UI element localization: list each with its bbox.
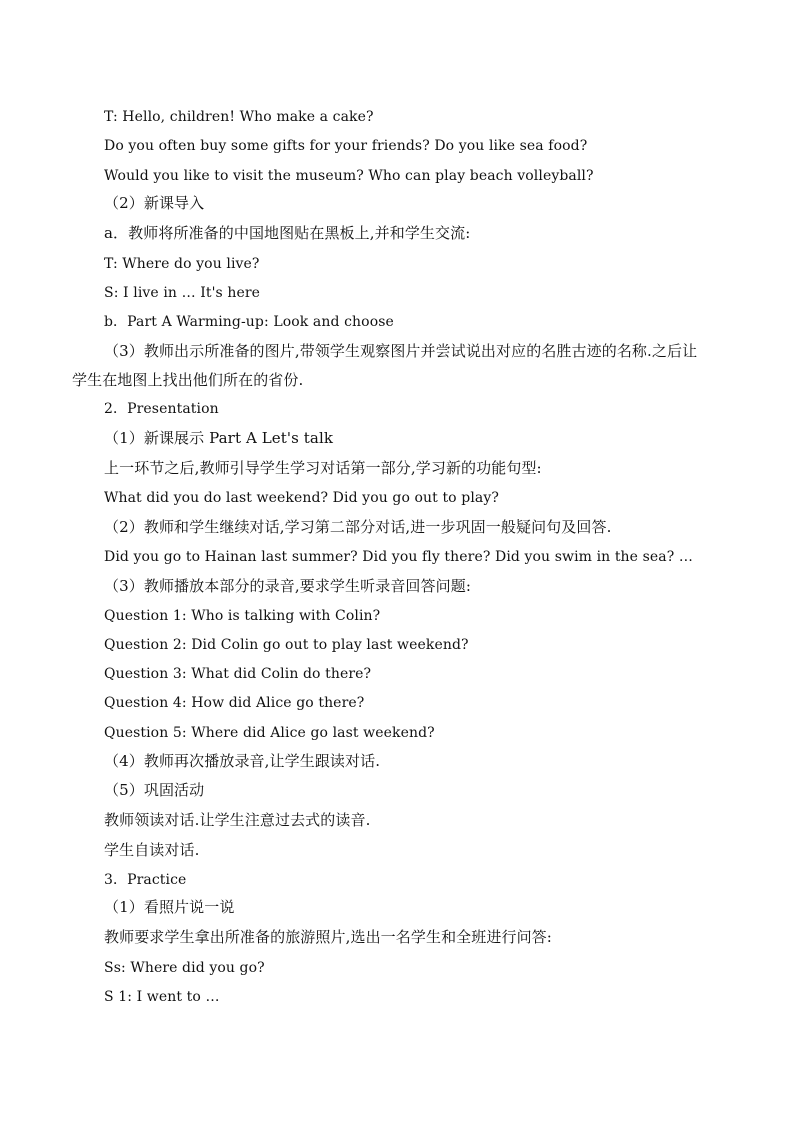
section-heading: （5）巩固活动 [104, 781, 205, 799]
text-line: Did you go to Hainan last summer? Did you fly there? Did you swim in the sea? … [104, 549, 693, 565]
text-line: Would you like to visit the museum? Who can play beach volleyball? [104, 168, 594, 184]
question-line: Question 5: Where did Alice go last weekend? [104, 725, 435, 741]
text-line: S: I live in … It's here [104, 285, 261, 301]
section-heading: 2．Presentation [104, 401, 219, 417]
text-line: 教师领读对话.让学生注意过去式的读音. [104, 811, 371, 829]
text-line: （3）教师出示所准备的图片,带领学生观察图片并尝试说出对应的名胜古迹的名称.之后让 [104, 342, 698, 360]
text-line: S 1: I went to … [104, 989, 220, 1005]
question-line: Question 2: Did Colin go out to play last weekend? [104, 637, 469, 653]
text-line: 上一环节之后,教师引导学生学习对话第一部分,学习新的功能句型: [104, 459, 542, 477]
text-line: （3）教师播放本部分的录音,要求学生听录音回答问题: [104, 577, 471, 595]
text-line: Ss: Where did you go? [104, 960, 265, 976]
text-line: T: Where do you live? [104, 256, 260, 272]
section-heading: （1）新课展示 Part A Let's talk [104, 429, 334, 447]
question-line: Question 4: How did Alice go there? [104, 695, 365, 711]
text-line: （2）教师和学生继续对话,学习第二部分对话,进一步巩固一般疑问句及回答. [104, 518, 612, 536]
text-line: 学生自读对话. [104, 841, 200, 859]
text-line: 学生在地图上找出他们所在的省份. [72, 371, 304, 389]
text-line: b．Part A Warming-up: Look and choose [104, 314, 394, 330]
text-line: （4）教师再次播放录音,让学生跟读对话. [104, 752, 381, 770]
text-line: What did you do last weekend? Did you go out to play? [104, 490, 499, 506]
text-line: T: Hello, children! Who make a cake? [104, 109, 374, 125]
text-line: a．教师将所准备的中国地图贴在黑板上,并和学生交流: [104, 224, 471, 242]
section-heading: （1）看照片说一说 [104, 898, 235, 916]
text-line: Do you often buy some gifts for your friends? Do you like sea food? [104, 138, 588, 154]
question-line: Question 3: What did Colin do there? [104, 666, 372, 682]
question-line: Question 1: Who is talking with Colin? [104, 608, 381, 624]
section-heading: （2）新课导入 [104, 194, 205, 212]
text-line: 教师要求学生拿出所准备的旅游照片,选出一名学生和全班进行问答: [104, 928, 552, 946]
section-heading: 3．Practice [104, 872, 187, 888]
